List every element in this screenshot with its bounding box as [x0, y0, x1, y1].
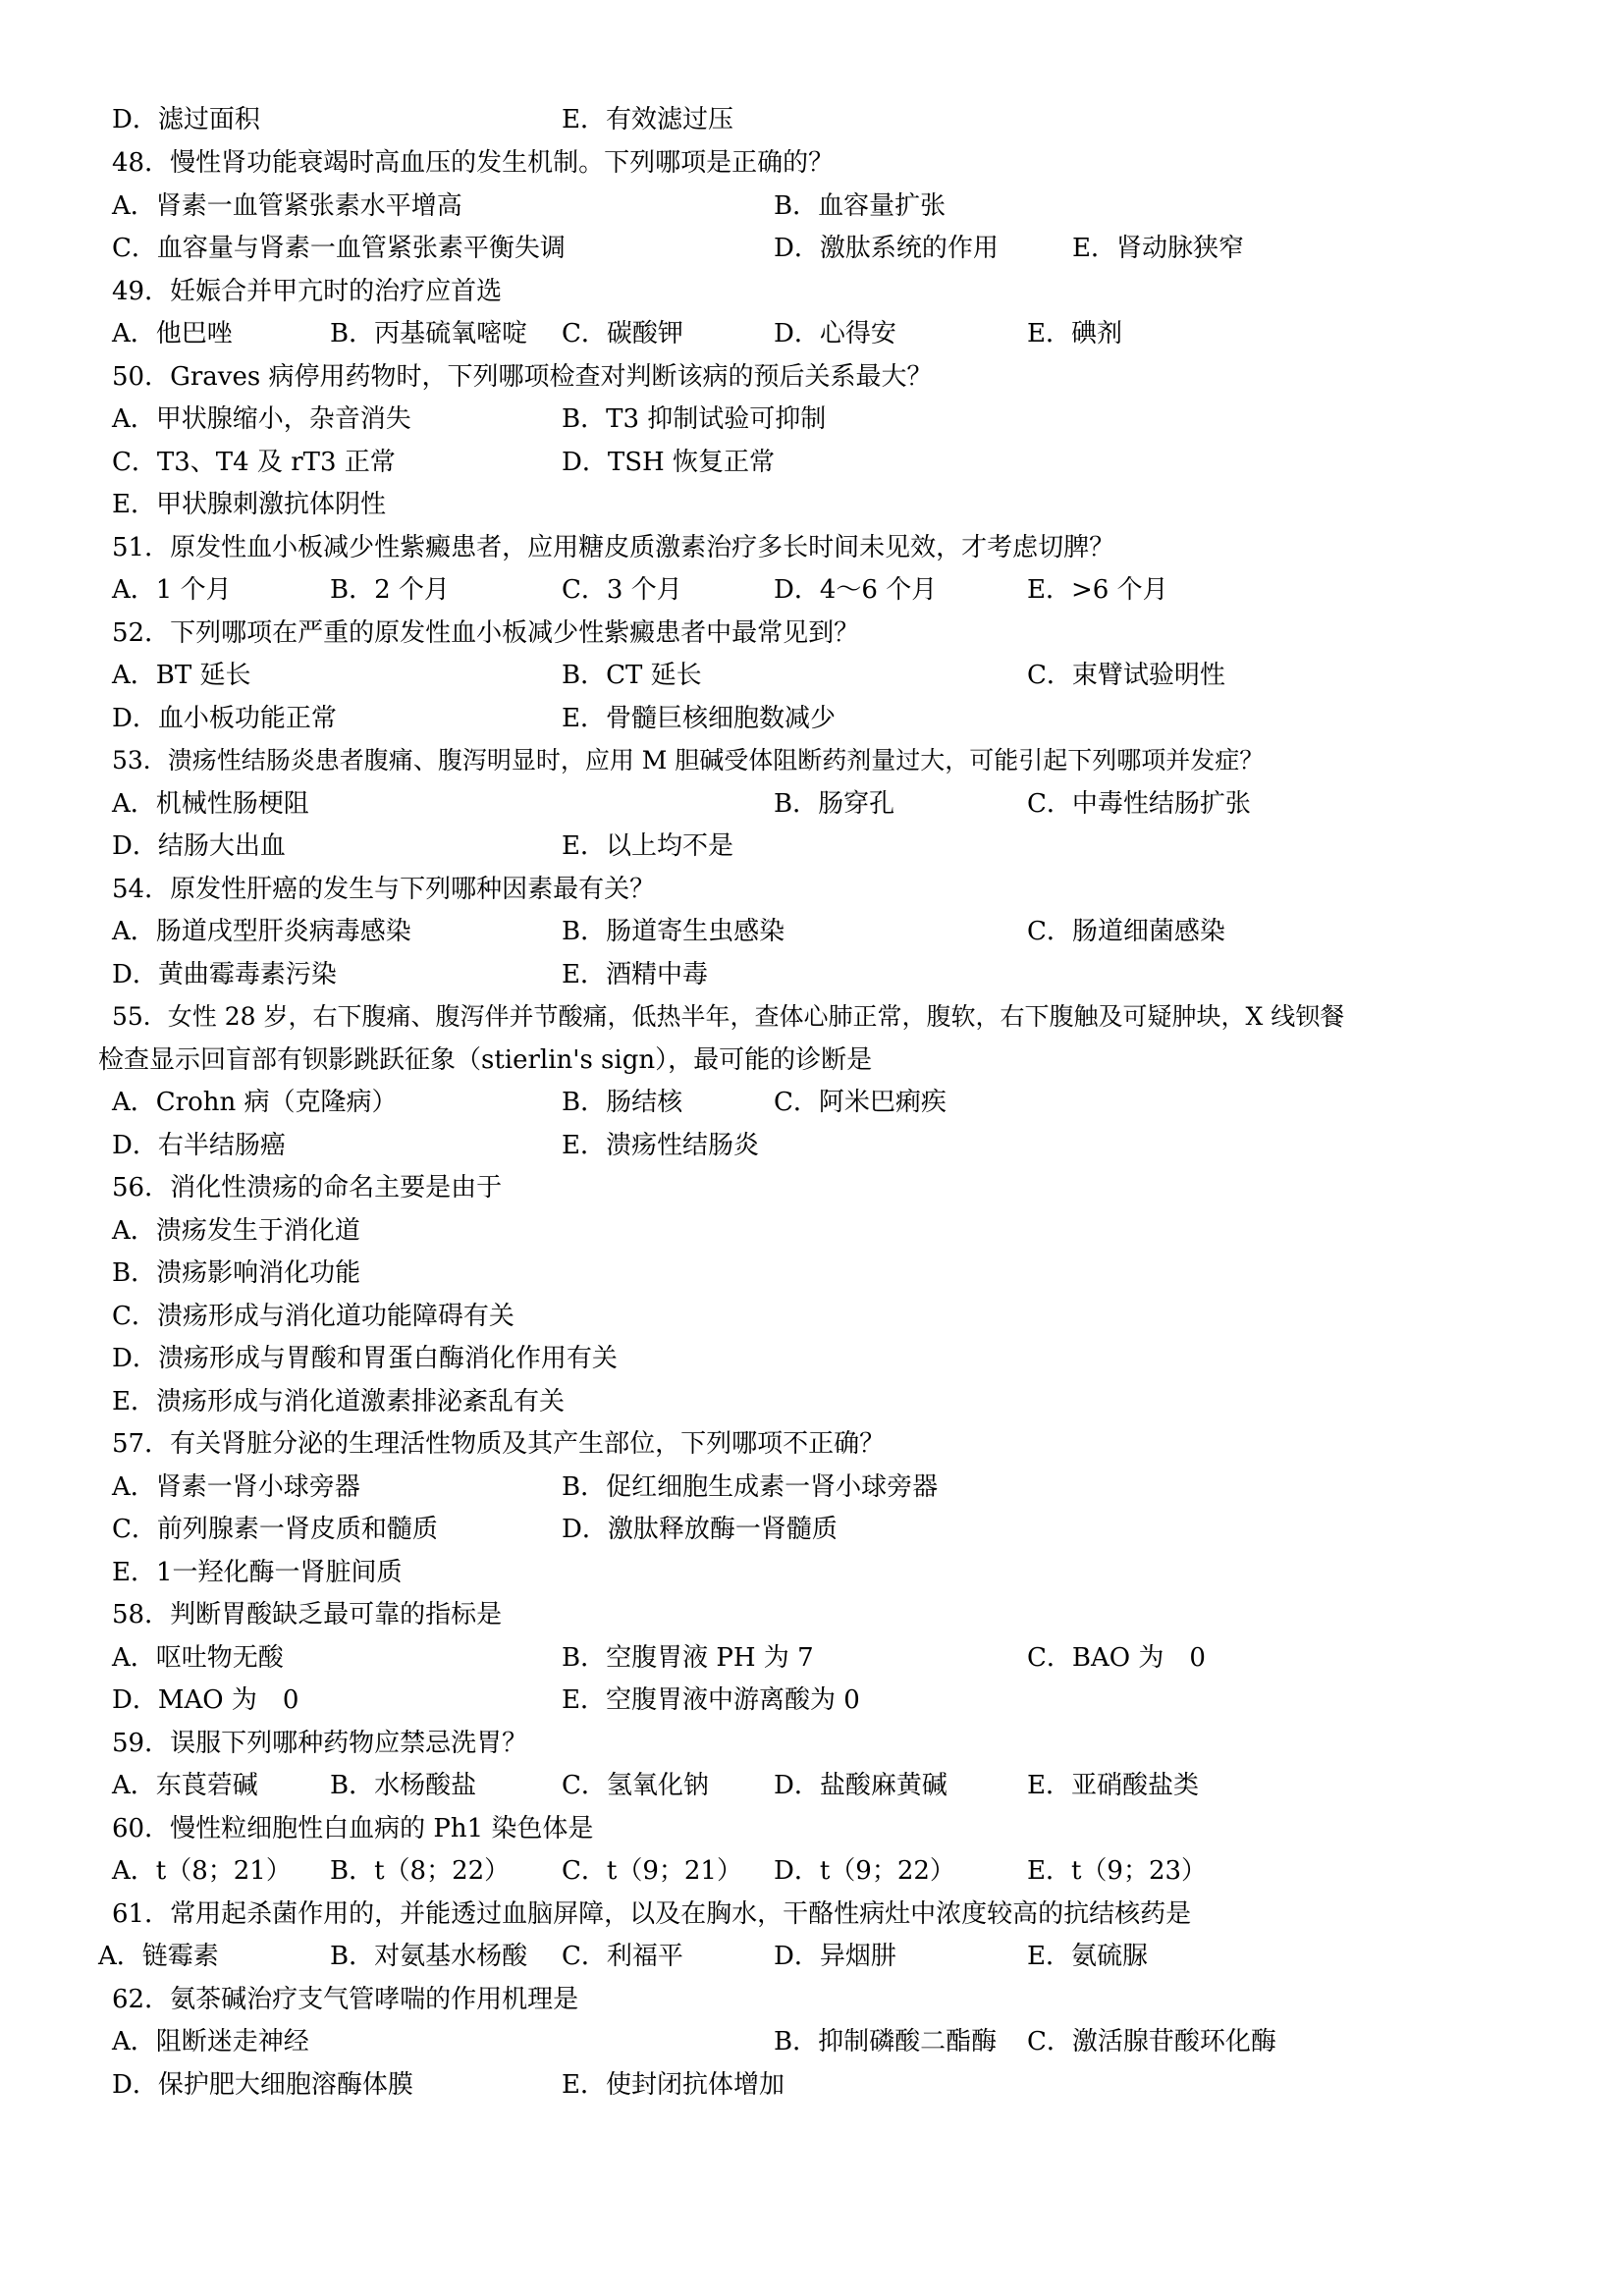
option-a: A．呕吐物无酸	[112, 1643, 284, 1673]
option-a: A．他巴唑	[112, 319, 233, 348]
question-55-options	[0, 1081, 1624, 1124]
question-text: 60．慢性粒细胞性白血病的 Ph1 染色体是	[112, 1814, 594, 1843]
option-b: B．2 个月	[330, 575, 450, 605]
question-50-stem	[0, 355, 1624, 399]
question-54-options	[0, 953, 1624, 996]
question-56-options	[0, 1337, 1624, 1380]
option-c: C．肠道细菌感染	[1027, 917, 1225, 946]
option-c: C．BAO 为 0	[1027, 1643, 1206, 1673]
question-56-options	[0, 1252, 1624, 1295]
option-d: D．黄曲霉毒素污染	[112, 960, 337, 989]
question-53-options	[0, 782, 1624, 826]
option-d: D．TSH 恢复正常	[562, 448, 775, 477]
question-text: 53．溃疡性结肠炎患者腹痛、腹泻明显时，应用 M 胆碱受体阻断药剂量过大，可能引起下列哪项并发症？	[112, 746, 1265, 774]
option-e: E．甲状腺刺激抗体阴性	[112, 490, 386, 519]
option-d: D．激肽系统的作用	[774, 234, 999, 263]
option-c: C．阿米巴痢疾	[774, 1088, 947, 1117]
option-b: B．T3 抑制试验可抑制	[562, 404, 827, 434]
question-text: 58．判断胃酸缺乏最可靠的指标是	[112, 1600, 503, 1629]
option-a: A．溃疡发生于消化道	[112, 1216, 360, 1246]
question-51-options	[0, 568, 1624, 612]
option-b: B．t（8；22）	[330, 1856, 511, 1886]
option-e: E．氨硫脲	[1027, 1942, 1148, 1971]
option-c: C．氢氧化钠	[562, 1771, 709, 1800]
option-d: D．结肠大出血	[112, 831, 286, 861]
question-57-options	[0, 1551, 1624, 1594]
option-b: B．肠道寄生虫感染	[562, 917, 785, 946]
option-c: C．利福平	[562, 1942, 683, 1971]
question-text: 51．原发性血小板减少性紫癜患者，应用糖皮质激素治疗多长时间未见效，才考虑切脾？	[112, 533, 1115, 562]
option-e: E．t（9；23）	[1027, 1856, 1208, 1886]
option-c: C．束臂试验明性	[1027, 661, 1225, 690]
question-55-stem-cont	[0, 1039, 1624, 1082]
question-55-options	[0, 1124, 1624, 1167]
question-58-stem	[0, 1593, 1624, 1636]
question-61-stem	[0, 1893, 1624, 1936]
question-text: 检查显示回盲部有钡影跳跃征象（stierlin's sign），最可能的诊断是	[98, 1045, 873, 1075]
option-b: B．CT 延长	[562, 661, 702, 690]
question-text: 55．女性 28 岁，右下腹痛、腹泻伴并节酸痛，低热半年，查体心肺正常，腹软，右下腹触及可疑肿块，X 线钡餐	[112, 1002, 1345, 1031]
question-58-options	[0, 1679, 1624, 1722]
question-59-stem	[0, 1722, 1624, 1765]
question-text: 62．氨茶碱治疗支气管哮喘的作用机理是	[112, 1985, 579, 2014]
option-c: C．中毒性结肠扩张	[1027, 789, 1251, 819]
option-e: E．1一羟化酶一肾脏间质	[112, 1558, 403, 1587]
option-d: D．心得安	[774, 319, 896, 348]
question-48-options	[0, 227, 1624, 270]
option-a: A．机械性肠梗阻	[112, 789, 309, 819]
option-a: A．链霉素	[98, 1942, 219, 1971]
option-e: E．有效滤过压	[562, 105, 733, 134]
option-d: D．溃疡形成与胃酸和胃蛋白酶消化作用有关	[112, 1344, 618, 1373]
question-52-stem	[0, 612, 1624, 655]
option-a: A．东莨菪碱	[112, 1771, 258, 1800]
question-text: 50．Graves 病停用药物时，下列哪项检查对判断该病的预后关系最大？	[112, 362, 933, 392]
option-b: B．血容量扩张	[774, 191, 947, 221]
question-54-options	[0, 910, 1624, 953]
option-a: A．肠道戌型肝炎病毒感染	[112, 917, 411, 946]
question-48-options	[0, 185, 1624, 228]
option-e: E．>6 个月	[1027, 575, 1168, 605]
question-56-options	[0, 1380, 1624, 1423]
option-d: D．血小板功能正常	[112, 704, 337, 733]
option-d: D．异烟肼	[774, 1942, 896, 1971]
question-50-options	[0, 483, 1624, 526]
option-a: A．甲状腺缩小，杂音消失	[112, 404, 411, 434]
question-47-options	[0, 98, 1624, 141]
question-60-stem	[0, 1807, 1624, 1850]
question-56-stem	[0, 1166, 1624, 1209]
option-b: B．丙基硫氧嘧啶	[330, 319, 528, 348]
question-56-options	[0, 1209, 1624, 1253]
option-c: C．前列腺素一肾皮质和髓质	[112, 1515, 438, 1544]
question-62-options	[0, 2063, 1624, 2107]
question-text: 61．常用起杀菌作用的，并能透过血脑屏障，以及在胸水，干酪性病灶中浓度较高的抗结核药是	[112, 1899, 1192, 1929]
question-62-options	[0, 2020, 1624, 2063]
question-57-options	[0, 1466, 1624, 1509]
option-b: B．促红细胞生成素一肾小球旁器	[562, 1472, 939, 1502]
option-b: B．抑制磷酸二酯酶	[774, 2027, 998, 2056]
question-51-stem	[0, 526, 1624, 569]
option-e: E．肾动脉狭窄	[1072, 234, 1244, 263]
question-49-stem	[0, 270, 1624, 313]
option-d: D．盐酸麻黄碱	[774, 1771, 947, 1800]
option-b: B．对氨基水杨酸	[330, 1942, 528, 1971]
option-d: D．激肽释放酶一肾髓质	[562, 1515, 838, 1544]
option-b: B．肠结核	[562, 1088, 683, 1117]
question-57-options	[0, 1508, 1624, 1551]
question-52-options	[0, 654, 1624, 697]
question-text: 56．消化性溃疡的命名主要是由于	[112, 1173, 503, 1202]
question-text: 54．原发性肝癌的发生与下列哪种因素最有关？	[112, 875, 656, 904]
option-c: C．3 个月	[562, 575, 682, 605]
option-a: A．肾素一肾小球旁器	[112, 1472, 360, 1502]
option-e: E．使封闭抗体增加	[562, 2070, 785, 2100]
option-e: E．溃疡性结肠炎	[562, 1131, 759, 1160]
option-a: A．t（8；21）	[112, 1856, 292, 1886]
option-a: A．1 个月	[112, 575, 232, 605]
question-text: 49．妊娠合并甲亢时的治疗应首选	[112, 277, 503, 306]
option-e: E．溃疡形成与消化道激素排泌紊乱有关	[112, 1387, 565, 1416]
question-55-stem	[0, 995, 1624, 1039]
question-62-stem	[0, 1978, 1624, 2021]
option-d: D．右半结肠癌	[112, 1131, 286, 1160]
question-text: 48．慢性肾功能衰竭时高血压的发生机制。下列哪项是正确的？	[112, 148, 835, 178]
question-58-options	[0, 1636, 1624, 1680]
option-e: E．亚硝酸盐类	[1027, 1771, 1199, 1800]
option-c: C．碳酸钾	[562, 319, 683, 348]
question-61-options	[0, 1935, 1624, 1978]
option-a: A．Crohn 病（克隆病）	[112, 1088, 398, 1117]
option-c: C．t（9；21）	[562, 1856, 742, 1886]
question-56-options	[0, 1295, 1624, 1338]
option-d: D．4～6 个月	[774, 575, 938, 605]
question-50-options	[0, 398, 1624, 441]
option-b: B．溃疡影响消化功能	[112, 1258, 361, 1288]
option-e: E．酒精中毒	[562, 960, 708, 989]
question-53-options	[0, 825, 1624, 868]
question-57-stem	[0, 1422, 1624, 1466]
option-e: E．骨髓巨核细胞数减少	[562, 704, 836, 733]
option-a: A．肾素一血管紧张素水平增高	[112, 191, 462, 221]
option-c: C．血容量与肾素一血管紧张素平衡失调	[112, 234, 566, 263]
option-e: E．以上均不是	[562, 831, 733, 861]
option-b: B．水杨酸盐	[330, 1771, 477, 1800]
question-59-options	[0, 1764, 1624, 1807]
option-d: D．滤过面积	[112, 105, 260, 134]
option-a: A．BT 延长	[112, 661, 251, 690]
option-d: D．t（9；22）	[774, 1856, 955, 1886]
question-49-options	[0, 312, 1624, 355]
option-b: B．空腹胃液 PH 为 7	[562, 1643, 814, 1673]
question-60-options	[0, 1849, 1624, 1893]
option-d: D．MAO 为 0	[112, 1685, 299, 1715]
option-e: E．碘剂	[1027, 319, 1122, 348]
option-e: E．空腹胃液中游离酸为 0	[562, 1685, 860, 1715]
option-b: B．肠穿孔	[774, 789, 895, 819]
question-54-stem	[0, 868, 1624, 911]
question-text: 59．误服下列哪种药物应禁忌洗胃？	[112, 1729, 528, 1758]
question-text: 52．下列哪项在严重的原发性血小板减少性紫癜患者中最常见到？	[112, 618, 860, 648]
option-d: D．保护肥大细胞溶酶体膜	[112, 2070, 413, 2100]
question-53-stem	[0, 739, 1624, 782]
option-a: A．阻断迷走神经	[112, 2027, 309, 2056]
question-48-stem	[0, 141, 1624, 185]
question-50-options	[0, 441, 1624, 484]
question-52-options	[0, 697, 1624, 740]
option-c: C．溃疡形成与消化道功能障碍有关	[112, 1302, 514, 1331]
option-c: C．激活腺苷酸环化酶	[1027, 2027, 1276, 2056]
question-text: 57．有关肾脏分泌的生理活性物质及其产生部位，下列哪项不正确？	[112, 1429, 886, 1459]
option-c: C．T3、T4 及 rT3 正常	[112, 448, 396, 477]
